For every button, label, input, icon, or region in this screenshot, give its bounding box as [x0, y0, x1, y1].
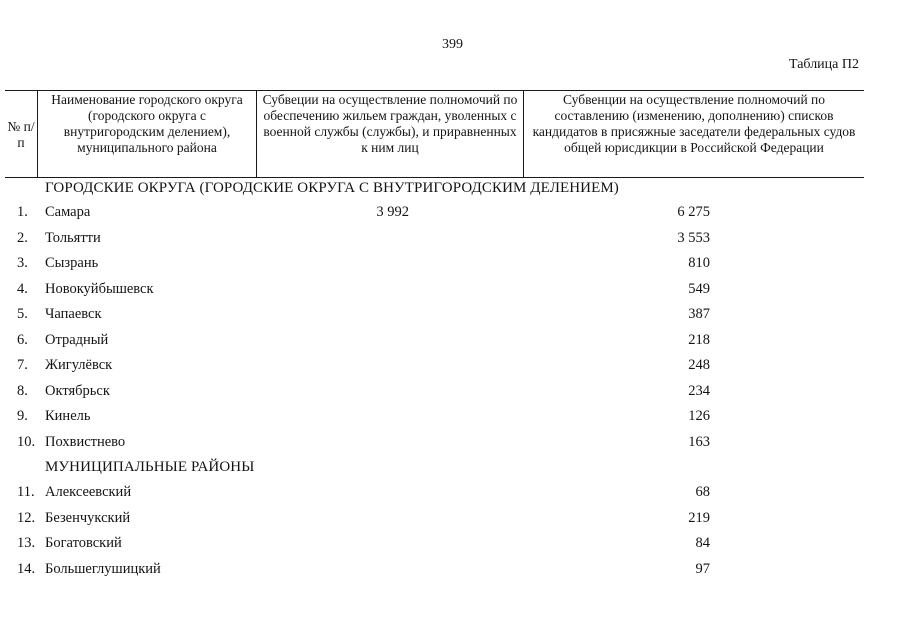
row-name: Сызрань	[45, 255, 99, 271]
section-title-municipal-districts: МУНИЦИПАЛЬНЫЕ РАЙОНЫ	[45, 459, 255, 475]
row-jurors-value: 234	[688, 382, 710, 399]
header-col-number: № п/п	[7, 119, 35, 150]
table-row	[0, 332, 905, 350]
row-name: Отрадный	[45, 331, 109, 348]
row-jurors-value: 218	[688, 331, 710, 348]
row-number: 8.	[17, 382, 28, 399]
row-jurors-value: 387	[688, 306, 710, 322]
table-row	[0, 383, 905, 401]
header-divider	[523, 91, 524, 177]
table-row	[0, 230, 905, 248]
row-number: 7.	[17, 357, 28, 373]
header-col-jurors-subvention: Субвенции на осуществление полномочий по составлению (изменению, дополнению) списков кандидатов в присяжные заседатели федеральных судов общей юрисдикции в Российской Федерации	[532, 92, 856, 155]
table-row	[0, 535, 905, 553]
row-jurors-value: 126	[688, 408, 710, 424]
page-number: 399	[442, 37, 463, 52]
row-jurors-value: 68	[695, 484, 710, 500]
row-name: Похвистнево	[45, 433, 126, 450]
table-row	[0, 281, 905, 299]
row-jurors-value: 84	[695, 535, 710, 551]
row-number: 1.	[17, 204, 28, 220]
header-divider	[37, 91, 38, 177]
row-name: Самара	[45, 204, 91, 220]
row-jurors-value: 3 553	[677, 229, 710, 246]
row-number: 4.	[17, 280, 28, 297]
header-col-housing-subvention: Субвеции на осуществление полномочий по обеспечению жильем граждан, уволенных с военной службы (службы), и приравненных к ним лиц	[262, 92, 518, 155]
row-housing-value: 3 992	[376, 204, 409, 220]
row-name: Большеглушицкий	[45, 560, 161, 577]
row-jurors-value: 549	[688, 280, 710, 297]
row-jurors-value: 810	[688, 255, 710, 271]
row-jurors-value: 163	[688, 433, 710, 450]
table-row	[0, 255, 905, 273]
row-number: 14.	[17, 560, 36, 577]
table-row	[0, 306, 905, 324]
row-jurors-value: 219	[688, 509, 710, 526]
table-row	[0, 408, 905, 426]
row-number: 5.	[17, 306, 28, 322]
table-row	[0, 484, 905, 502]
table-row	[0, 510, 905, 528]
row-name: Чапаевск	[45, 306, 102, 322]
table-row	[0, 204, 905, 222]
table-header	[5, 90, 864, 178]
row-number: 2.	[17, 229, 28, 246]
row-number: 12.	[17, 509, 36, 526]
row-number: 10.	[17, 433, 36, 450]
header-col-name: Наименование городского округа (городского округа с внутригородским делением), муниципального района	[51, 92, 243, 155]
row-number: 13.	[17, 535, 36, 551]
header-divider	[256, 91, 257, 177]
table-caption: Таблица П2	[789, 57, 859, 72]
row-number: 3.	[17, 255, 28, 271]
row-name: Богатовский	[45, 535, 122, 551]
row-name: Алексеевский	[45, 484, 132, 500]
row-number: 11.	[17, 484, 35, 500]
row-name: Кинель	[45, 408, 91, 424]
row-name: Жигулёвск	[45, 357, 113, 373]
row-name: Тольятти	[45, 229, 101, 246]
row-jurors-value: 248	[688, 357, 710, 373]
section-title-city-districts: ГОРОДСКИЕ ОКРУГА (ГОРОДСКИЕ ОКРУГА С ВНУТРИГОРОДСКИМ ДЕЛЕНИЕМ)	[45, 180, 619, 196]
table-row	[0, 357, 905, 375]
row-number: 6.	[17, 331, 28, 348]
row-jurors-value: 97	[695, 560, 710, 577]
row-name: Октябрьск	[45, 382, 110, 399]
row-jurors-value: 6 275	[677, 204, 710, 220]
row-number: 9.	[17, 408, 28, 424]
table-row	[0, 434, 905, 452]
row-name: Новокуйбышевск	[45, 280, 154, 297]
table-row	[0, 561, 905, 579]
row-name: Безенчукский	[45, 509, 131, 526]
